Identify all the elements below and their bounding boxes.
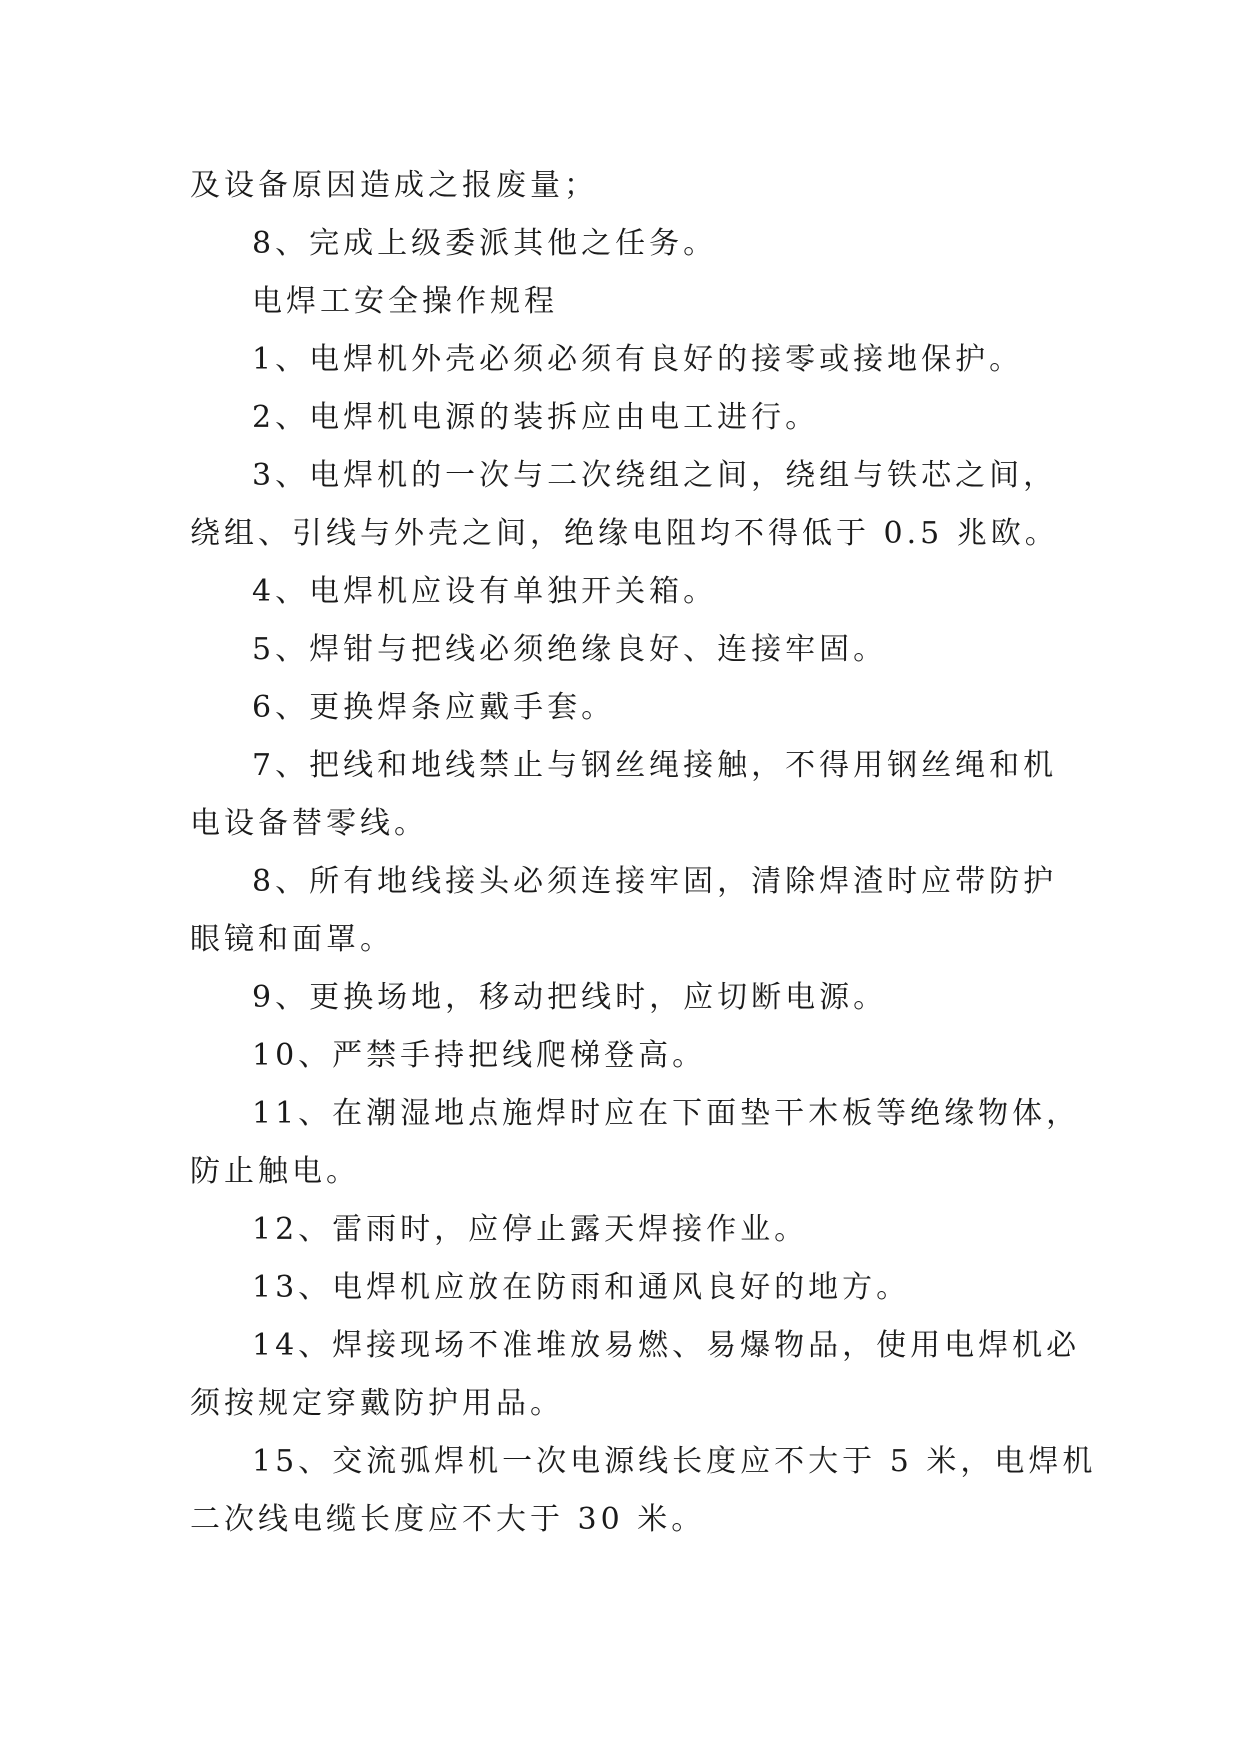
text-line: 7、把线和地线禁止与钢丝绳接触，不得用钢丝绳和机 [252, 748, 1058, 783]
text-line: 眼镜和面罩。 [190, 922, 394, 957]
text-line: 6、更换焊条应戴手套。 [252, 690, 616, 725]
text-line: 9、更换场地，移动把线时，应切断电源。 [252, 980, 888, 1015]
text-line: 及设备原因造成之报废量； [190, 168, 598, 203]
text-line: 8、所有地线接头必须连接牢固，清除焊渣时应带防护 [252, 864, 1058, 899]
text-line: 14、焊接现场不准堆放易燃、易爆物品，使用电焊机必 [252, 1328, 1081, 1363]
text-line: 电设备替零线。 [190, 806, 428, 841]
text-line: 10、严禁手持把线爬梯登高。 [252, 1038, 707, 1073]
text-line: 4、电焊机应设有单独开关箱。 [252, 574, 718, 609]
text-line: 2、电焊机电源的装拆应由电工进行。 [252, 400, 820, 435]
text-line: 绕组、引线与外壳之间，绝缘电阻均不得低于 0.5 兆欧。 [190, 516, 1059, 551]
text-line: 3、电焊机的一次与二次绕组之间，绕组与铁芯之间， [252, 458, 1058, 493]
text-line: 5、焊钳与把线必须绝缘良好、连接牢固。 [252, 632, 888, 667]
text-line: 13、电焊机应放在防雨和通风良好的地方。 [252, 1270, 911, 1305]
text-line: 防止触电。 [190, 1154, 360, 1189]
text-line: 11、在潮湿地点施焊时应在下面垫干木板等绝缘物体， [252, 1096, 1081, 1131]
section-heading: 电焊工安全操作规程 [252, 284, 558, 319]
text-line: 二次线电缆长度应不大于 30 米。 [190, 1502, 706, 1537]
text-line: 15、交流弧焊机一次电源线长度应不大于 5 米，电焊机 [252, 1444, 1097, 1479]
text-line: 8、完成上级委派其他之任务。 [252, 226, 718, 261]
text-line: 1、电焊机外壳必须必须有良好的接零或接地保护。 [252, 342, 1024, 377]
text-line: 须按规定穿戴防护用品。 [190, 1386, 564, 1421]
text-line: 12、雷雨时，应停止露天焊接作业。 [252, 1212, 809, 1247]
